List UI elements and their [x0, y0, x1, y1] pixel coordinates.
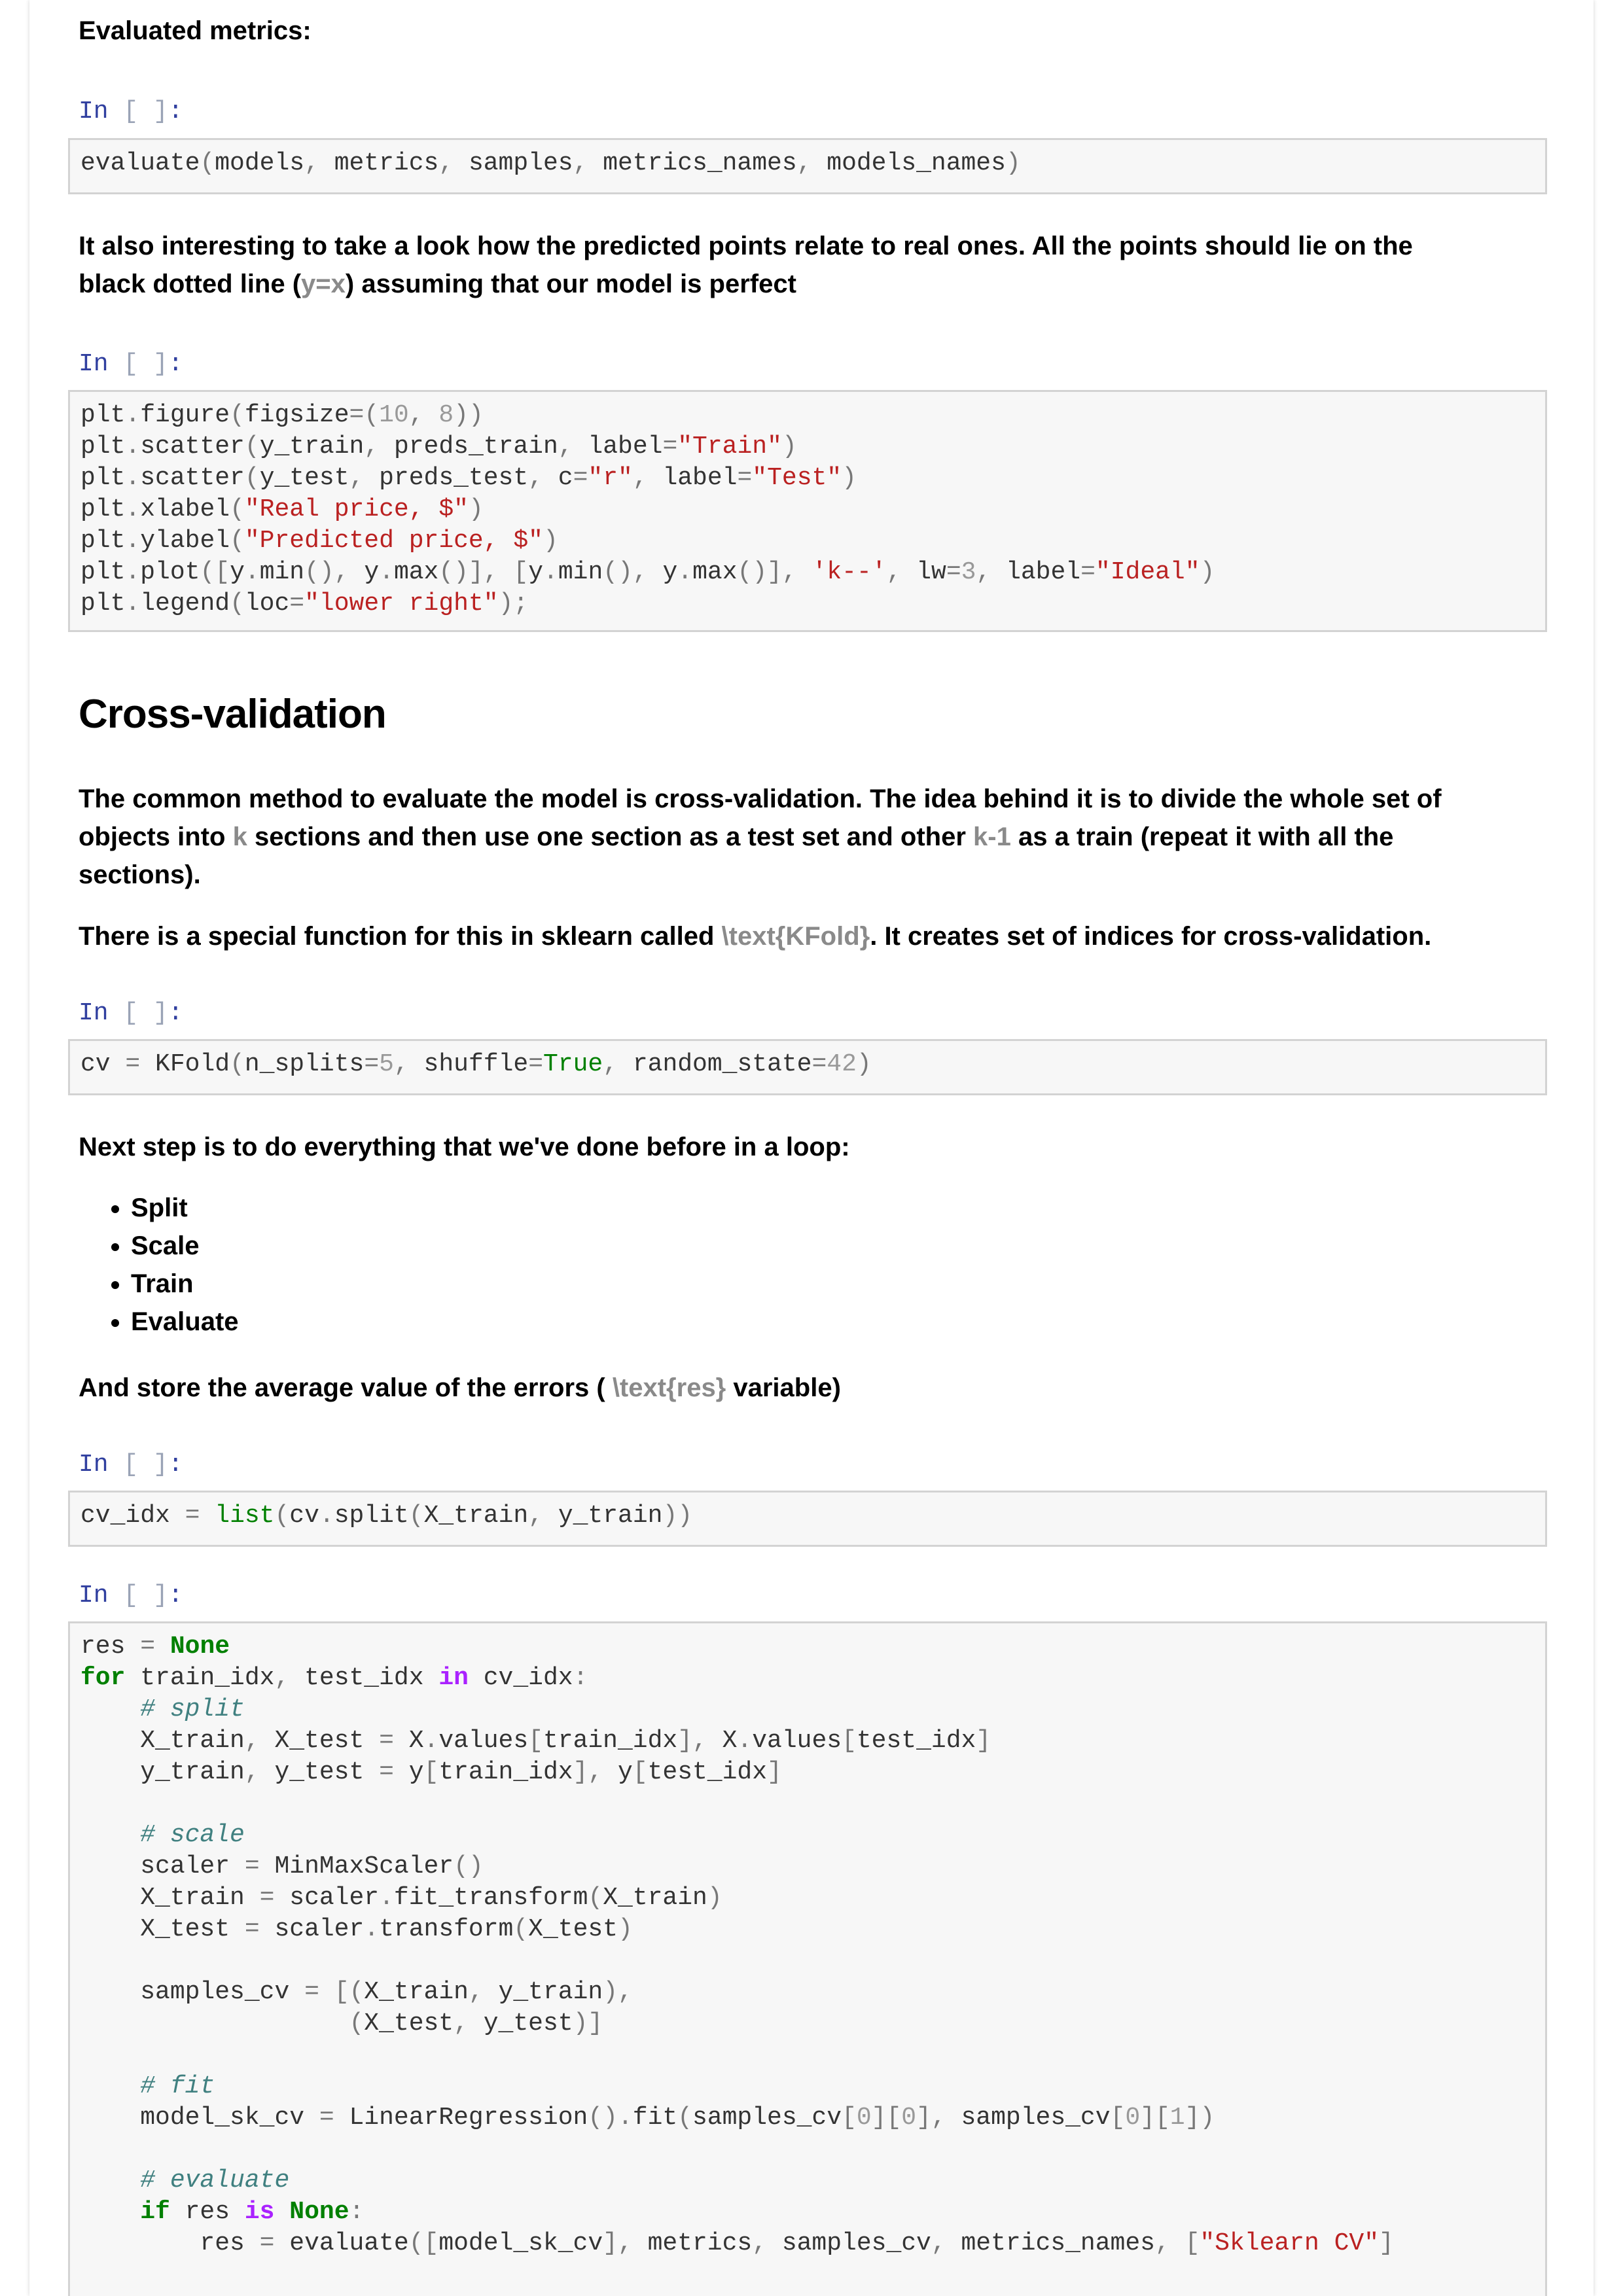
text-run: The common method to evaluate the model is cross-validation. The idea behind it is to divide the whole set of	[79, 785, 1442, 813]
text-run: ) assuming that our model is perfect	[345, 270, 796, 298]
math-inline: k-1	[973, 822, 1011, 851]
section-title: Cross-validation	[79, 692, 386, 737]
cv-explanation	[79, 780, 1442, 894]
text-run: . It creates set of indices for cross-validation.	[870, 922, 1432, 951]
notebook-page	[29, 0, 1594, 2296]
text-run: And store the average value of the errors (	[79, 1373, 613, 1402]
text-run: sections).	[79, 860, 201, 889]
math-inline: k	[232, 822, 247, 851]
text-run: objects into	[79, 822, 233, 851]
cell-prompt: In [ ]:	[79, 999, 183, 1027]
cell-prompt: In [ ]:	[79, 350, 183, 378]
text-run: It also interesting to take a look how the predicted points relate to real ones. All the points should lie on the	[79, 232, 1413, 260]
list-item: • Train	[131, 1265, 239, 1303]
kfold-explanation	[79, 917, 1431, 955]
loop-intro: Next step is to do everything that we've done before in a loop:	[79, 1133, 850, 1161]
list-item: • Evaluate	[131, 1303, 239, 1341]
evaluated-metrics-heading: Evaluated metrics:	[79, 16, 312, 45]
text-run: black dotted line (	[79, 270, 302, 298]
store-average-text	[79, 1369, 841, 1407]
code-cell-kfold[interactable]: cv = KFold(n_splits=5, shuffle=True, random_state=42)	[68, 1039, 1547, 1095]
text-run: sections and then use one section as a test set and other	[247, 822, 974, 851]
cell-prompt: In [ ]:	[79, 97, 183, 126]
text-run: as a train (repeat it with all the	[1010, 822, 1394, 851]
loop-steps-list	[79, 1189, 239, 1341]
text-run: There is a special function for this in sklearn called	[79, 922, 722, 951]
code-cell-evaluate[interactable]	[68, 138, 1547, 194]
cell-prompt: In [ ]:	[79, 1451, 183, 1479]
list-item: • Split	[131, 1189, 239, 1227]
code-cell-cv-idx[interactable]: cv_idx = list(cv.split(X_train, y_train))	[68, 1491, 1547, 1547]
math-inline: \text{KFold}	[721, 922, 870, 951]
list-item: • Scale	[131, 1227, 239, 1265]
text-run: variable)	[726, 1373, 841, 1402]
math-inline: y=x	[301, 270, 346, 298]
math-inline: \text{res}	[612, 1373, 726, 1402]
cell-prompt: In [ ]:	[79, 1581, 183, 1610]
code-cell-cv-loop[interactable]: res = None for train_idx, test_idx in cv_idx: # split X_train, X_test = X.values[train_idx], X.values[test_idx] y_train, y_test = y[train_idx], y[test_idx] # scale scaler = MinMaxScaler() X_train = scaler.fit_transform(X_train) X_test = scaler.transform(X_test) samples_cv = [(X_train, y_train), (X_test, y_test)] # fit model_sk_cv = LinearRegression().fit(samples_cv[0][0], samples_cv[0][1]) # evaluate if res is None: res = evaluate([model_sk_cv], metrics, samples_cv, metrics_names, ["Sklearn CV"]	[68, 1621, 1547, 2296]
code-line: evaluate(models, metrics, samples, metrics_names, models_names)	[80, 149, 1021, 177]
code-cell-plot[interactable]: plt.figure(figsize=(10, 8)) plt.scatter(y_train, preds_train, label="Train") plt.scatter(y_test, preds_test, c="r", label="Test") plt.xlabel("Real price, $") plt.ylabel("Predicted price, $") plt.plot([y.min(), y.max()], [y.min(), y.max()], 'k--', lw=3, label="Ideal") plt.legend(loc="lower right");	[68, 390, 1547, 632]
scatter-explanation	[79, 227, 1413, 303]
